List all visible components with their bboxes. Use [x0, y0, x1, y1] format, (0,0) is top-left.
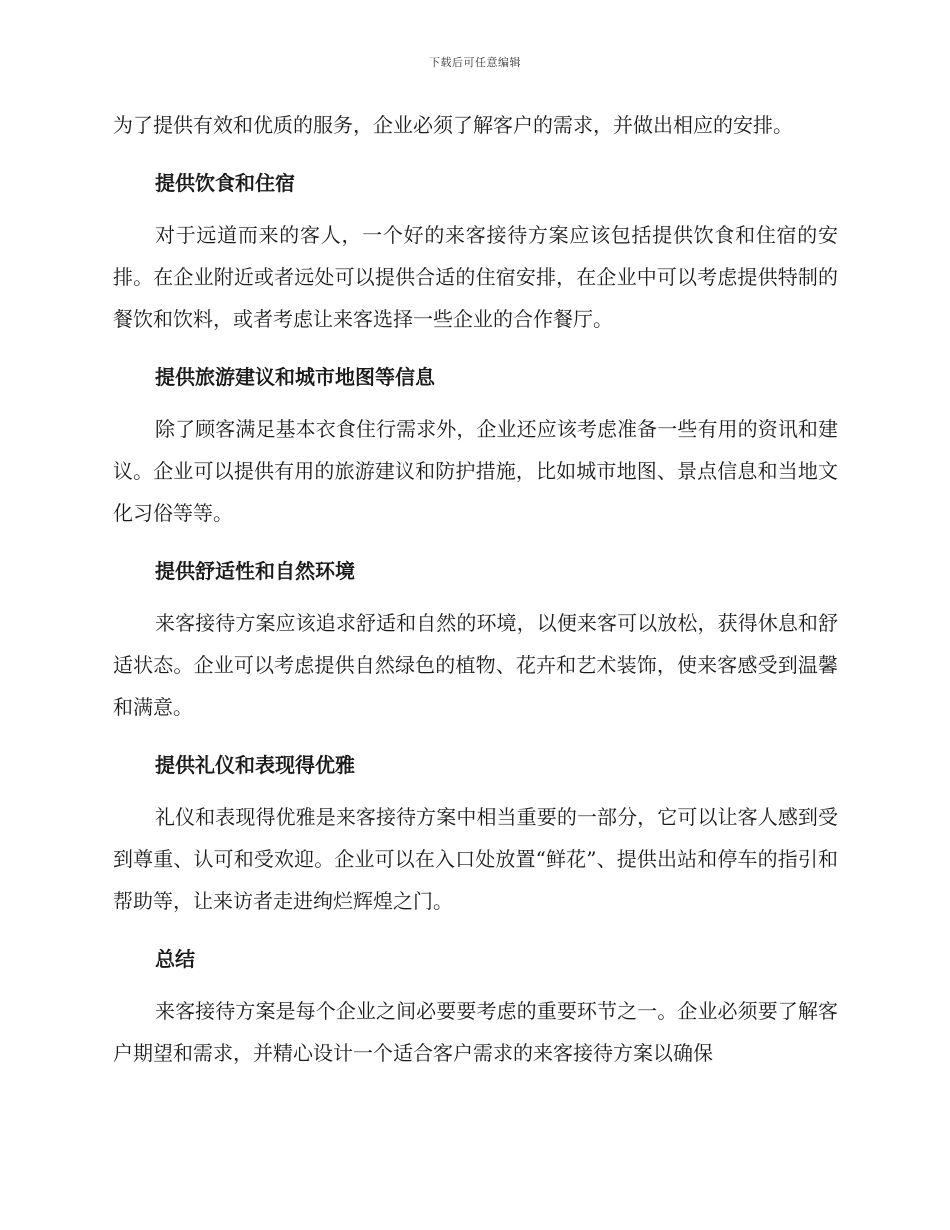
section-comfort-environment [113, 550, 838, 728]
section-paragraph: 来客接待方案应该追求舒适和自然的环境，以便来客可以放松，获得休息和舒适状态。企业可以考虑提供自然绿色的植物、花卉和艺术装饰，使来客感受到温馨和满意。 [113, 611, 838, 719]
section-paragraph: 礼仪和表现得优雅是来客接待方案中相当重要的一部分，它可以让客人感到受到尊重、认可和受欢迎。企业可以在入口处放置“鲜花”、提供出站和停车的指引和帮助等，让来访者走进绚烂辉煌之门。 [113, 805, 838, 913]
intro-paragraph: 为了提供有效和优质的服务，企业必须了解客户的需求，并做出相应的安排。 [113, 113, 793, 137]
document-body [113, 104, 838, 1090]
section-heading: 提供饮食和住宿 [155, 171, 295, 195]
section-etiquette [113, 744, 838, 922]
section-travel-info [113, 356, 838, 534]
section-heading: 提供礼仪和表现得优雅 [155, 753, 355, 777]
section-paragraph: 对于远道而来的客人，一个好的来客接待方案应该包括提供饮食和住宿的安排。在企业附近或者远处可以提供合适的住宿安排，在企业中可以考虑提供特制的餐饮和饮料，或者考虑让来客选择一些企业的合作餐厅。 [113, 223, 838, 331]
page-header: 下载后可任意编辑 [429, 56, 521, 69]
section-heading: 总结 [155, 947, 195, 971]
section-paragraph: 来客接待方案是每个企业之间必要要考虑的重要环节之一。企业必须要了解客户期望和需求，并精心设计一个适合客户需求的来客接待方案以确保 [113, 999, 838, 1065]
section-meals-lodging [113, 162, 838, 340]
section-heading: 提供旅游建议和城市地图等信息 [155, 365, 435, 389]
section-summary [113, 938, 838, 1074]
section-heading: 提供舒适性和自然环境 [155, 559, 355, 583]
section-paragraph: 除了顾客满足基本衣食住行需求外，企业还应该考虑准备一些有用的资讯和建议。企业可以提供有用的旅游建议和防护措施，比如城市地图、景点信息和当地文化习俗等等。 [113, 417, 838, 525]
